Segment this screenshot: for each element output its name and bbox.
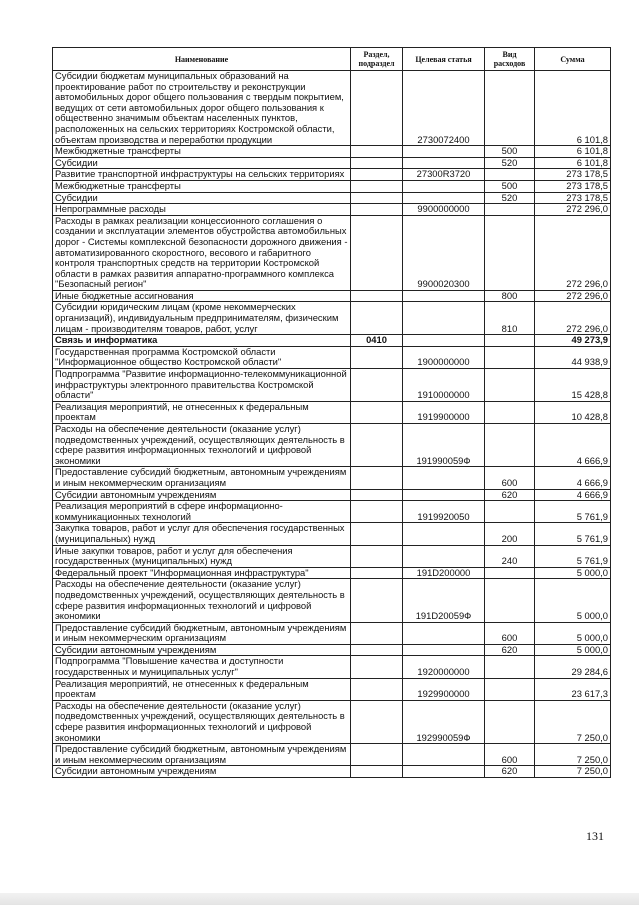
cell-target xyxy=(403,180,485,192)
cell-kind: 620 xyxy=(485,489,535,501)
cell-kind xyxy=(485,567,535,579)
cell-name: Расходы на обеспечение деятельности (оказание услуг) подведомственных учреждений, осуществляющих деятельность в сфере развития информационных технологий и цифровой экономики xyxy=(53,424,351,467)
cell-sum: 272 296,0 xyxy=(535,290,611,302)
cell-kind xyxy=(485,678,535,700)
table-row xyxy=(53,766,611,778)
cell-sum: 5 000,0 xyxy=(535,567,611,579)
table-row xyxy=(53,656,611,678)
cell-kind: 620 xyxy=(485,644,535,656)
cell-sum: 7 250,0 xyxy=(535,700,611,743)
cell-name: Реализация мероприятий в сфере информационно-коммуникационных технологий xyxy=(53,501,351,523)
cell-sum: 6 101,8 xyxy=(535,146,611,158)
cell-target xyxy=(403,192,485,204)
cell-kind: 500 xyxy=(485,180,535,192)
cell-section xyxy=(351,215,403,290)
cell-name: Закупка товаров, работ и услуг для обеспечения государственных (муниципальных) нужд xyxy=(53,523,351,545)
table-row xyxy=(53,215,611,290)
cell-name: Расходы на обеспечение деятельности (оказание услуг) подведомственных учреждений, осуществляющих деятельность в сфере развития информационных технологий и цифровой экономики xyxy=(53,700,351,743)
cell-target xyxy=(403,744,485,766)
cell-section xyxy=(351,346,403,368)
cell-kind xyxy=(485,700,535,743)
header-target: Целевая статья xyxy=(403,48,485,71)
cell-kind xyxy=(485,169,535,181)
budget-table xyxy=(52,47,611,778)
budget-document xyxy=(52,47,610,778)
table-row xyxy=(53,744,611,766)
cell-section xyxy=(351,157,403,169)
page-number: 131 xyxy=(586,829,604,843)
cell-sum: 273 178,5 xyxy=(535,192,611,204)
cell-sum: 272 296,0 xyxy=(535,215,611,290)
cell-target xyxy=(403,489,485,501)
cell-section xyxy=(351,146,403,158)
cell-name: Субсидии бюджетам муниципальных образований на проектирование работ по строительству и реконструкции автомобильных дорог общего пользования с твердым покрытием, ведущих от сети автомобильных дорог общего пользования к общественно значимым объектам населенных пунктов, расположенных на сельских территориях Костромской области, объектам производства и переработки продукции xyxy=(53,71,351,146)
table-row xyxy=(53,424,611,467)
cell-name: Иные закупки товаров, работ и услуг для обеспечения государственных (муниципальных) нужд xyxy=(53,545,351,567)
header-sum: Сумма xyxy=(535,48,611,71)
cell-target xyxy=(403,766,485,778)
cell-target xyxy=(403,302,485,335)
cell-name: Реализация мероприятий, не отнесенных к федеральным проектам xyxy=(53,401,351,423)
cell-name: Государственная программа Костромской области "Информационное общество Костромской области" xyxy=(53,346,351,368)
table-row xyxy=(53,622,611,644)
cell-sum: 4 666,9 xyxy=(535,424,611,467)
cell-kind: 800 xyxy=(485,290,535,302)
header-kind: Вид расходов xyxy=(485,48,535,71)
cell-sum: 272 296,0 xyxy=(535,302,611,335)
cell-name: Субсидии юридическим лицам (кроме некоммерческих организаций), индивидуальным предпринимателям, физическим лицам - производителям товаров, работ, услуг xyxy=(53,302,351,335)
cell-kind xyxy=(485,215,535,290)
cell-section xyxy=(351,545,403,567)
table-row xyxy=(53,700,611,743)
cell-section xyxy=(351,424,403,467)
cell-target xyxy=(403,335,485,347)
cell-sum: 5 761,9 xyxy=(535,501,611,523)
table-row xyxy=(53,302,611,335)
cell-target: 191990059Ф xyxy=(403,424,485,467)
cell-kind xyxy=(485,346,535,368)
cell-section xyxy=(351,467,403,489)
cell-target: 1910000000 xyxy=(403,369,485,402)
cell-name: Расходы на обеспечение деятельности (оказание услуг) подведомственных учреждений, осуществляющих деятельность в сфере развития информационных технологий и цифровой экономики xyxy=(53,579,351,622)
header-section: Раздел, подраздел xyxy=(351,48,403,71)
cell-kind xyxy=(485,369,535,402)
cell-section xyxy=(351,302,403,335)
cell-target: 1919900000 xyxy=(403,401,485,423)
table-row xyxy=(53,489,611,501)
cell-kind xyxy=(485,656,535,678)
table-row xyxy=(53,204,611,216)
cell-kind xyxy=(485,424,535,467)
cell-sum: 4 666,9 xyxy=(535,467,611,489)
cell-section xyxy=(351,489,403,501)
table-row xyxy=(53,146,611,158)
cell-name: Субсидии xyxy=(53,192,351,204)
cell-kind xyxy=(485,401,535,423)
cell-name: Межбюджетные трансферты xyxy=(53,146,351,158)
cell-target xyxy=(403,467,485,489)
cell-name: Непрограммные расходы xyxy=(53,204,351,216)
cell-target xyxy=(403,157,485,169)
cell-target: 2730072400 xyxy=(403,71,485,146)
table-row xyxy=(53,192,611,204)
cell-sum: 4 666,9 xyxy=(535,489,611,501)
cell-sum: 10 428,8 xyxy=(535,401,611,423)
cell-sum: 6 101,8 xyxy=(535,71,611,146)
scan-bottom-edge xyxy=(0,893,639,905)
cell-name: Реализация мероприятий, не отнесенных к федеральным проектам xyxy=(53,678,351,700)
cell-kind xyxy=(485,335,535,347)
cell-sum: 44 938,9 xyxy=(535,346,611,368)
table-row xyxy=(53,157,611,169)
cell-kind xyxy=(485,579,535,622)
cell-sum: 29 284,6 xyxy=(535,656,611,678)
cell-section xyxy=(351,204,403,216)
cell-name: Связь и информатика xyxy=(53,335,351,347)
cell-target xyxy=(403,622,485,644)
cell-section xyxy=(351,678,403,700)
cell-name: Субсидии автономным учреждениям xyxy=(53,489,351,501)
cell-kind: 200 xyxy=(485,523,535,545)
cell-name: Развитие транспортной инфраструктуры на сельских территориях xyxy=(53,169,351,181)
table-body xyxy=(53,71,611,778)
cell-section xyxy=(351,656,403,678)
cell-kind: 810 xyxy=(485,302,535,335)
cell-sum: 49 273,9 xyxy=(535,335,611,347)
cell-section xyxy=(351,169,403,181)
cell-target: 27300R3720 xyxy=(403,169,485,181)
table-row xyxy=(53,678,611,700)
cell-kind: 600 xyxy=(485,744,535,766)
table-row xyxy=(53,369,611,402)
cell-kind: 520 xyxy=(485,157,535,169)
table-row xyxy=(53,346,611,368)
cell-target: 9900020300 xyxy=(403,215,485,290)
cell-kind: 240 xyxy=(485,545,535,567)
cell-kind xyxy=(485,501,535,523)
cell-target xyxy=(403,146,485,158)
cell-name: Предоставление субсидий бюджетным, автономным учреждениям и иным некоммерческим организациям xyxy=(53,622,351,644)
cell-sum: 5 000,0 xyxy=(535,644,611,656)
cell-name: Субсидии автономным учреждениям xyxy=(53,766,351,778)
cell-kind: 500 xyxy=(485,146,535,158)
header-name: Наименование xyxy=(53,48,351,71)
cell-target: 1929900000 xyxy=(403,678,485,700)
cell-sum: 5 000,0 xyxy=(535,622,611,644)
cell-target xyxy=(403,290,485,302)
cell-name: Предоставление субсидий бюджетным, автономным учреждениям и иным некоммерческим организациям xyxy=(53,744,351,766)
cell-sum: 5 761,9 xyxy=(535,545,611,567)
cell-target: 1920000000 xyxy=(403,656,485,678)
cell-sum: 7 250,0 xyxy=(535,744,611,766)
cell-section xyxy=(351,290,403,302)
cell-target xyxy=(403,644,485,656)
table-row xyxy=(53,467,611,489)
cell-name: Расходы в рамках реализации концессионного соглашения о создании и эксплуатации элементов обустройства автомобильных дорог - Системы комплексной безопасности дорожного движения - автоматизированного скоростного, весового и габаритного контроля транспортных средств на территории Костромской области в рамках развития аппаратно-программного комплекса "Безопасный регион" xyxy=(53,215,351,290)
cell-target xyxy=(403,545,485,567)
cell-section xyxy=(351,622,403,644)
cell-sum: 272 296,0 xyxy=(535,204,611,216)
cell-target: 191D200000 xyxy=(403,567,485,579)
table-row xyxy=(53,567,611,579)
cell-target: 192990059Ф xyxy=(403,700,485,743)
cell-sum: 7 250,0 xyxy=(535,766,611,778)
cell-section xyxy=(351,180,403,192)
cell-target: 191D20059Ф xyxy=(403,579,485,622)
cell-section xyxy=(351,700,403,743)
cell-section xyxy=(351,567,403,579)
cell-name: Субсидии автономным учреждениям xyxy=(53,644,351,656)
table-row xyxy=(53,401,611,423)
cell-name: Иные бюджетные ассигнования xyxy=(53,290,351,302)
table-header-row xyxy=(53,48,611,71)
table-row xyxy=(53,290,611,302)
cell-target xyxy=(403,523,485,545)
table-row xyxy=(53,545,611,567)
table-row xyxy=(53,335,611,347)
cell-section xyxy=(351,71,403,146)
cell-target: 1900000000 xyxy=(403,346,485,368)
cell-kind: 600 xyxy=(485,622,535,644)
cell-name: Подпрограмма "Повышение качества и доступности государственных и муниципальных услуг" xyxy=(53,656,351,678)
cell-section xyxy=(351,192,403,204)
cell-section xyxy=(351,369,403,402)
table-row xyxy=(53,169,611,181)
cell-section: 0410 xyxy=(351,335,403,347)
cell-name: Предоставление субсидий бюджетным, автономным учреждениям и иным некоммерческим организациям xyxy=(53,467,351,489)
cell-section xyxy=(351,766,403,778)
table-row xyxy=(53,579,611,622)
cell-kind: 520 xyxy=(485,192,535,204)
table-row xyxy=(53,501,611,523)
cell-section xyxy=(351,401,403,423)
cell-sum: 15 428,8 xyxy=(535,369,611,402)
table-row xyxy=(53,523,611,545)
cell-sum: 23 617,3 xyxy=(535,678,611,700)
cell-section xyxy=(351,501,403,523)
cell-section xyxy=(351,644,403,656)
cell-kind: 620 xyxy=(485,766,535,778)
table-row xyxy=(53,644,611,656)
cell-name: Федеральный проект "Информационная инфраструктура" xyxy=(53,567,351,579)
cell-kind xyxy=(485,71,535,146)
cell-target: 9900000000 xyxy=(403,204,485,216)
cell-section xyxy=(351,744,403,766)
cell-sum: 5 000,0 xyxy=(535,579,611,622)
cell-sum: 273 178,5 xyxy=(535,180,611,192)
cell-kind xyxy=(485,204,535,216)
cell-target: 1919920050 xyxy=(403,501,485,523)
cell-sum: 6 101,8 xyxy=(535,157,611,169)
table-row xyxy=(53,180,611,192)
cell-section xyxy=(351,523,403,545)
cell-section xyxy=(351,579,403,622)
cell-sum: 273 178,5 xyxy=(535,169,611,181)
cell-name: Подпрограмма "Развитие информационно-телекоммуникационной инфраструктуры электронного правительства Костромской области" xyxy=(53,369,351,402)
cell-sum: 5 761,9 xyxy=(535,523,611,545)
cell-name: Субсидии xyxy=(53,157,351,169)
table-row xyxy=(53,71,611,146)
cell-kind: 600 xyxy=(485,467,535,489)
cell-name: Межбюджетные трансферты xyxy=(53,180,351,192)
